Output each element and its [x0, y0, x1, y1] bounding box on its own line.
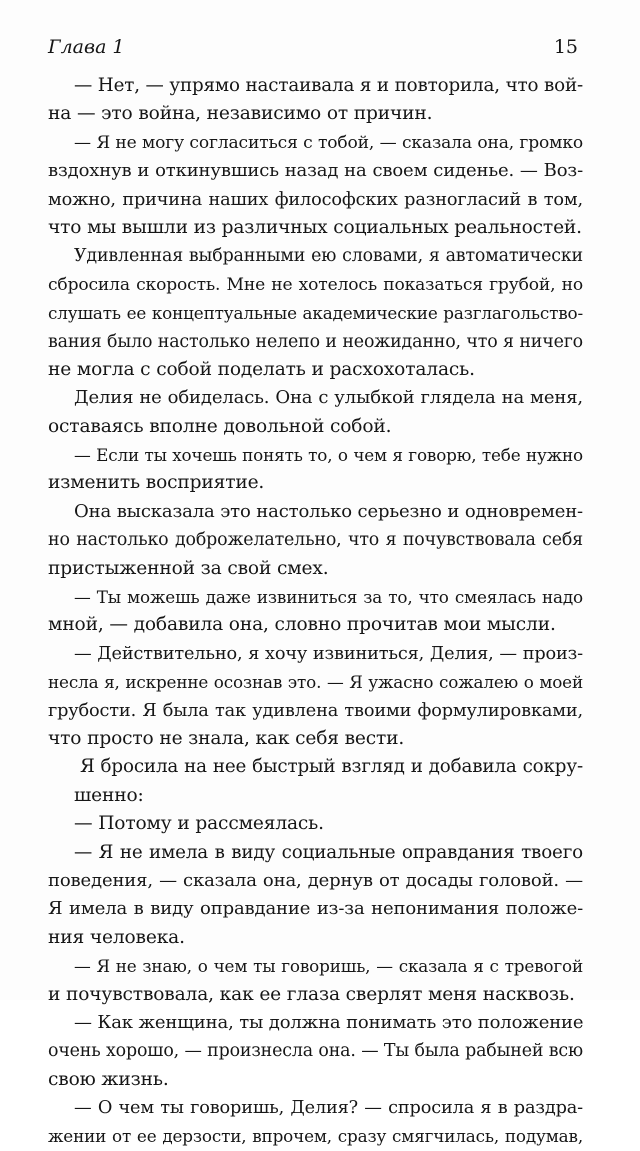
text-line: шенно: — [74, 784, 144, 806]
text-line: — Потому и рассмеялась. — [74, 813, 324, 835]
text-line: жении от ее дерзости, впрочем, сразу смягчилась, подумав, — [48, 1126, 583, 1147]
text-line: можно, причина наших философских разногласий в том, — [48, 189, 583, 210]
text-line: сбросила скорость. Мне не хотелось показаться грубой, но — [48, 274, 583, 295]
text-line: — Действительно, я хочу извиниться, Делия, — произ- — [74, 643, 583, 664]
text-line: не могла с собой поделать и расхохоталась. — [48, 358, 475, 380]
text-line: — Как женщина, ты должна понимать это положение — [74, 1011, 584, 1033]
text-line: — Нет, — упрямо настаивала я и повторила, что вой- — [74, 75, 584, 96]
text-line: изменить восприятие. — [48, 472, 265, 494]
text-line: Я имела в виду оправдание из-за непонимания положе- — [48, 898, 583, 920]
text-line: Делия не обиделась. Она с улыбкой глядела на меня, — [74, 387, 583, 409]
text-line: оставаясь вполне довольной собой. — [48, 415, 392, 437]
text-line: и почувствовала, как ее глаза сверлят меня насквозь. — [48, 983, 575, 1005]
text-line: — Я не могу согласиться с тобой, — сказала она, громко — [74, 132, 583, 153]
text-line: поведения, — сказала она, дернув от досады головой. — — [48, 869, 583, 891]
body-text — [48, 72, 583, 1151]
chapter-title: Глава 1 — [48, 36, 125, 58]
text-line: на — это война, независимо от причин. — [48, 103, 433, 125]
text-line: — Если ты хочешь понять то, о чем я говорю, тебе нужно — [74, 445, 583, 466]
text-line: — О чем ты говоришь, Делия? — спросила я в раздра- — [74, 1098, 583, 1119]
text-line: но настолько доброжелательно, что я почувствовала себя — [48, 530, 583, 551]
text-line: мной, — добавила она, словно прочитав мои мысли. — [48, 614, 556, 636]
text-line: — Я не имела в виду социальные оправдания твоего — [74, 841, 583, 863]
text-line: несла я, искренне осознав это. — Я ужасно сожалею о моей — [48, 672, 583, 693]
text-line: Она высказала это настолько серьезно и одновремен- — [74, 500, 583, 522]
text-line: вания было настолько нелепо и неожиданно, что я ничего — [48, 331, 583, 352]
text-line: — Я не знаю, о чем ты говоришь, — сказала я с тревогой — [74, 956, 583, 977]
text-line: Удивленная выбранными ею словами, я автоматически — [74, 246, 583, 267]
text-line: очень хорошо, — произнесла она. — Ты была рабыней всю — [48, 1041, 583, 1062]
text-line: — Ты можешь даже извиниться за то, что смеялась надо — [74, 587, 583, 608]
text-line: свою жизнь. — [48, 1068, 169, 1090]
text-line: ния человека. — [48, 926, 185, 948]
text-line: что мы вышли из различных социальных реальностей. — [48, 216, 582, 238]
text-line: Я бросила на нее быстрый взгляд и добавила сокру- — [80, 756, 583, 778]
text-line: слушать ее концептуальные академические разглагольство- — [48, 303, 583, 324]
page-number: 15 — [553, 36, 578, 58]
text-line: грубости. Я была так удивлена твоими формулировками, — [48, 700, 583, 721]
running-header — [48, 36, 578, 62]
text-line: вздохнув и откинувшись назад на своем сиденье. — Воз- — [48, 160, 583, 182]
text-line: пристыженной за свой смех. — [48, 557, 329, 579]
text-line: что просто не знала, как себя вести. — [48, 727, 405, 749]
